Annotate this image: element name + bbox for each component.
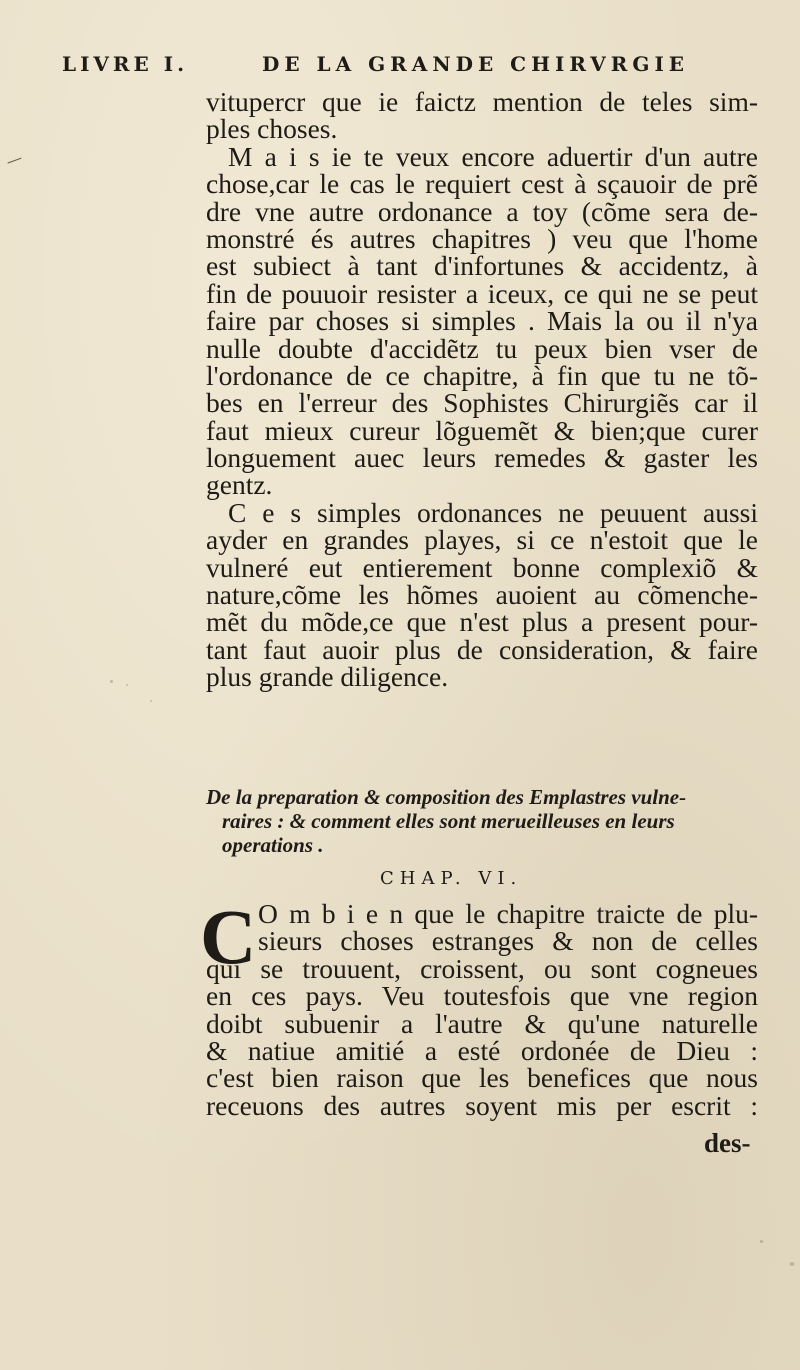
text-line: C e s simples ordonances ne peuuent aussi (228, 496, 758, 528)
chapter-label: CHAP. VI. (380, 868, 523, 889)
text-line: gentz. (206, 469, 273, 501)
text-line: qui se trouuent, croissent, ou sont cogneues (206, 952, 758, 984)
running-head-book: LIVRE I. (62, 52, 189, 76)
ink-speckle (110, 680, 113, 683)
running-head (62, 52, 702, 88)
text-line: c'est bien raison que les benefices que nous (206, 1062, 758, 1094)
text-line: monstré és autres chapitres ) veu que l'home (206, 222, 758, 254)
text-line: l'ordonance de ce chapitre, à fin que tu ne tõ- (206, 359, 758, 391)
text-line: en ces pays. Veu toutesfois que vne region (206, 980, 758, 1012)
text-line: est subiect à tant d'infortunes & accidentz, à (206, 250, 758, 282)
section-heading (206, 785, 758, 857)
text-line: vulneré eut entierement bonne complexiõ & (206, 551, 758, 583)
ink-speckle (126, 684, 128, 686)
text-line: vitupercr que ie faictz mention de teles sim- (206, 86, 758, 117)
text-line: ples choses. (206, 113, 338, 145)
heading-line: raires : & comment elles sont merueilleuses en leurs (222, 809, 675, 833)
heading-line: operations . (222, 833, 324, 857)
text-line: plus grande diligence. (206, 661, 449, 693)
catchword: des- (704, 1128, 751, 1158)
paragraph-1 (206, 88, 758, 691)
text-line: receuons des autres soyent mis per escrit : (206, 1089, 758, 1121)
text-line: sieurs choses estranges & non de celles (258, 925, 758, 957)
text-line: tant faut auoir plus de consideration, & faire (206, 633, 758, 665)
text-line: longuement auec leurs remedes & gaster les (206, 442, 758, 474)
text-line: fin de pouuoir resister a iceux, ce qui ne se peut (206, 277, 758, 309)
text-line: doibt subuenir a l'autre & qu'une naturelle (206, 1007, 758, 1039)
paragraph-2 (206, 900, 758, 1119)
text-line: nulle doubte d'accidẽtz tu peux bien vser de (206, 332, 758, 364)
running-head-title: DE LA GRANDE CHIRVRGIE (262, 52, 690, 76)
text-line: dre vne autre ordonance a toy (cõme sera de- (206, 195, 758, 227)
text-line: mẽt du mõde,ce que n'est plus a present pour- (206, 606, 758, 638)
ink-speckle (790, 1262, 794, 1266)
heading-line: De la preparation & composition des Emplastres vulne- (206, 785, 687, 809)
ink-speckle (760, 1240, 763, 1243)
text-line: bes en l'erreur des Sophistes Chirurgiẽs car il (206, 387, 758, 419)
ink-speckle (150, 700, 152, 702)
text-line: chose,car le cas le requiert cest à sçauoir de prẽ (206, 168, 758, 200)
margin-mark: — (3, 147, 25, 172)
text-line: O m b i e n que le chapitre traicte de plu- (258, 898, 758, 929)
drop-cap: C (200, 893, 257, 980)
text-line: M a i s ie te veux encore aduertir d'un autre (228, 140, 758, 172)
text-line: nature,cõme les hõmes auoient au cõmenche- (206, 579, 758, 611)
text-line: faut mieux cureur lõguemẽt & bien;que curer (206, 414, 758, 446)
text-line: faire par choses si simples . Mais la ou il n'ya (206, 305, 758, 337)
text-line: ayder en grandes playes, si ce n'estoit que le (206, 524, 758, 556)
text-line: & natiue amitié a esté ordonée de Dieu : (206, 1034, 758, 1066)
